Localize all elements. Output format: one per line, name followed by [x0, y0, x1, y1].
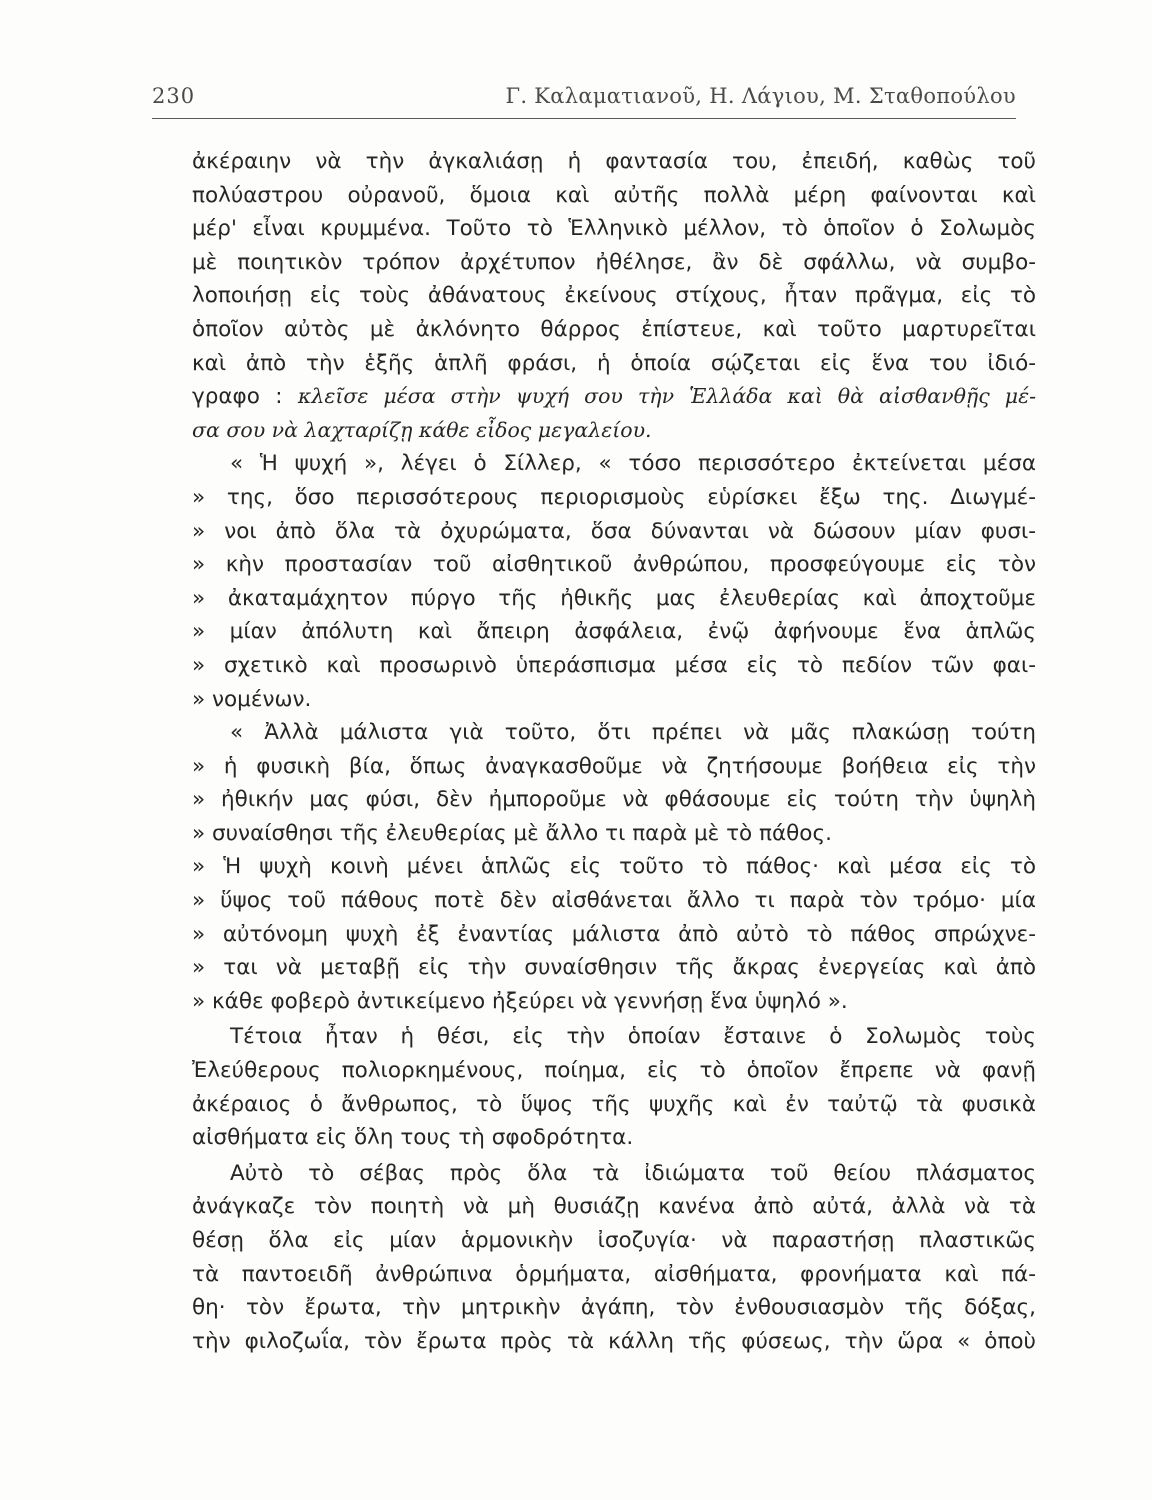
text-line: « Ἀλλὰ μάλιστα γιὰ τοῦτο, ὅτι πρέπει νὰ μᾶς πλακώσῃ τούτη	[230, 720, 1036, 746]
text-line: » ἡ φυσικὴ βία, ὅπως ἀναγκασθοῦμε νὰ ζητήσουμε βοήθεια εἰς τὴν	[192, 753, 1036, 779]
text-line: « Ἡ ψυχή », λέγει ὁ Σίλλερ, « τόσο περισσότερο ἐκτείνεται μέσα	[230, 451, 1036, 477]
text-line: » ἠθικήν μας φύσι, δὲν ἠμποροῦμε νὰ φθάσουμε εἰς τούτη τὴν ὑψηλὴ	[192, 787, 1036, 813]
text-line: » μίαν ἀπόλυτη καὶ ἄπειρη ἀσφάλεια, ἐνῷ ἀφήνουμε ἕνα ἁπλῶς	[192, 619, 1036, 645]
solomos-quote: κλεῖσε μέσα στὴν ψυχή σου τὴν Ἑλλάδα καὶ θὰ αἰσθανθῇς μέ-	[297, 384, 1036, 409]
text-line: » ται νὰ μεταβῇ εἰς τὴν συναίσθησιν τῆς ἄκρας ἐνεργείας καὶ ἀπὸ	[192, 955, 1036, 981]
text-line: » συναίσθησι τῆς ἐλευθερίας μὲ ἄλλο τι παρὰ μὲ τὸ πάθος.	[192, 820, 832, 846]
text-line: ἀκέραιος ὁ ἄνθρωπος, τὸ ὕψος τῆς ψυχῆς καὶ ἐν ταὐτῷ τὰ φυσικὰ	[192, 1091, 1036, 1117]
text-line: Τέτοια ἦταν ἡ θέσι, εἰς τὴν ὁποίαν ἔσταινε ὁ Σολωμὸς τοὺς	[230, 1024, 1036, 1050]
text-line: ὁποῖον αὐτὸς μὲ ἀκλόνητο θάρρος ἐπίστευε, καὶ τοῦτο μαρτυρεῖται	[192, 316, 1036, 342]
text-line: πολύαστρου οὐρανοῦ, ὅμοια καὶ αὐτῆς πολλὰ μέρη φαίνονται καὶ	[192, 182, 1036, 208]
text-line: θέσῃ ὅλα εἰς μίαν ἁρμονικὴν ἰσοζυγία· νὰ παραστήσῃ πλαστικῶς	[192, 1228, 1036, 1253]
text-line: » νομένων.	[192, 686, 312, 712]
text-line: τὴν φιλοζωΐα, τὸν ἔρωτα πρὸς τὰ κάλλη τῆς φύσεως, τὴν ὥρα « ὁποὺ	[192, 1328, 1036, 1354]
text-line: καὶ ἀπὸ τὴν ἑξῆς ἁπλῆ φράσι, ἡ ὁποία σῴζεται εἰς ἕνα του ἰδιό-	[192, 350, 1036, 376]
text-line: » ἀκαταμάχητον πύργο τῆς ἠθικῆς μας ἐλευθερίας καὶ ἀποχτοῦμε	[192, 585, 1036, 611]
text-line: » νοι ἀπὸ ὅλα τὰ ὀχυρώματα, ὅσα δύνανται νὰ δώσουν μίαν φυσι-	[192, 518, 1036, 544]
text-line: » αὐτόνομη ψυχὴ ἐξ ἐναντίας μάλιστα ἀπὸ αὐτὸ τὸ πάθος σπρώχνε-	[192, 921, 1036, 947]
text-line: Ἐλεύθερους πολιορκημένους, ποίημα, εἰς τὸ ὁποῖον ἔπρεπε νὰ φανῇ	[192, 1058, 1036, 1084]
text-line: » σχετικὸ καὶ προσωρινὸ ὑπεράσπισμα μέσα εἰς τὸ πεδίον τῶν φαι-	[192, 652, 1036, 678]
text-line: αἰσθήματα εἰς ὅλη τους τὴ σφοδρότητα.	[192, 1125, 634, 1151]
text-line: μὲ ποιητικὸν τρόπον ἀρχέτυπον ἠθέλησε, ἂν δὲ σφάλλω, νὰ συμβο-	[192, 249, 1036, 275]
text-line: » κάθε φοβερὸ ἀντικείμενο ἠξεύρει νὰ γεννήσῃ ἕνα ὑψηλό ».	[192, 988, 848, 1014]
text-line: λοποιήσῃ εἰς τοὺς ἀθάνατους ἐκείνους στίχους, ἦταν πρᾶγμα, εἰς τὸ	[192, 283, 1036, 309]
text-line: » της, ὅσο περισσότερους περιορισμοὺς εὑρίσκει ἔξω της. Διωγμέ-	[192, 484, 1036, 510]
text-line: μέρ' εἶναι κρυμμένα. Τοῦτο τὸ Ἑλληνικὸ μέλλον, τὸ ὁποῖον ὁ Σολωμὸς	[192, 216, 1036, 242]
running-head: Γ. Καλαματιανοῦ, Η. Λάγιου, Μ. Σταθοπούλου	[505, 84, 1016, 108]
text-line: ἀκέραιην νὰ τὴν ἀγκαλιάσῃ ἡ φαντασία του, ἐπειδή, καθὼς τοῦ	[192, 149, 1036, 174]
quote-intro: γραφο :	[192, 384, 283, 410]
page-header	[152, 84, 1016, 119]
text-line: θη· τὸν ἔρωτα, τὴν μητρικὴν ἀγάπη, τὸν ἐνθουσιασμὸν τῆς δόξας,	[192, 1295, 1036, 1321]
text-line: Αὐτὸ τὸ σέβας πρὸς ὅλα τὰ ἰδιώματα τοῦ θείου πλάσματος	[230, 1160, 1036, 1186]
solomos-quote-end: σα σου νὰ λαχταρίζῃ κάθε εἶδος μεγαλείου.	[192, 417, 652, 442]
text-line: » κὴν προστασίαν τοῦ αἰσθητικοῦ ἀνθρώπου, προσφεύγουμε εἰς τὸν	[192, 552, 1036, 578]
text-line: ἀνάγκαζε τὸν ποιητὴ νὰ μὴ θυσιάζῃ κανένα ἀπὸ αὐτά, ἀλλὰ νὰ τὰ	[192, 1194, 1036, 1220]
text-line	[192, 414, 1036, 448]
text-line: τὰ παντοειδῆ ἀνθρώπινα ὁρμήματα, αἰσθήματα, φρονήματα καὶ πά-	[192, 1261, 1036, 1287]
text-line: » Ἡ ψυχὴ κοινὴ μένει ἁπλῶς εἰς τοῦτο τὸ πάθος· καὶ μέσα εἰς τὸ	[192, 854, 1036, 880]
page-number: 230	[152, 84, 196, 108]
body-text	[192, 145, 1036, 1358]
text-line: » ὕψος τοῦ πάθους ποτὲ δὲν αἰσθάνεται ἄλλο τι παρὰ τὸν τρόμο· μία	[192, 888, 1036, 914]
text-line-with-quote	[192, 380, 1036, 414]
